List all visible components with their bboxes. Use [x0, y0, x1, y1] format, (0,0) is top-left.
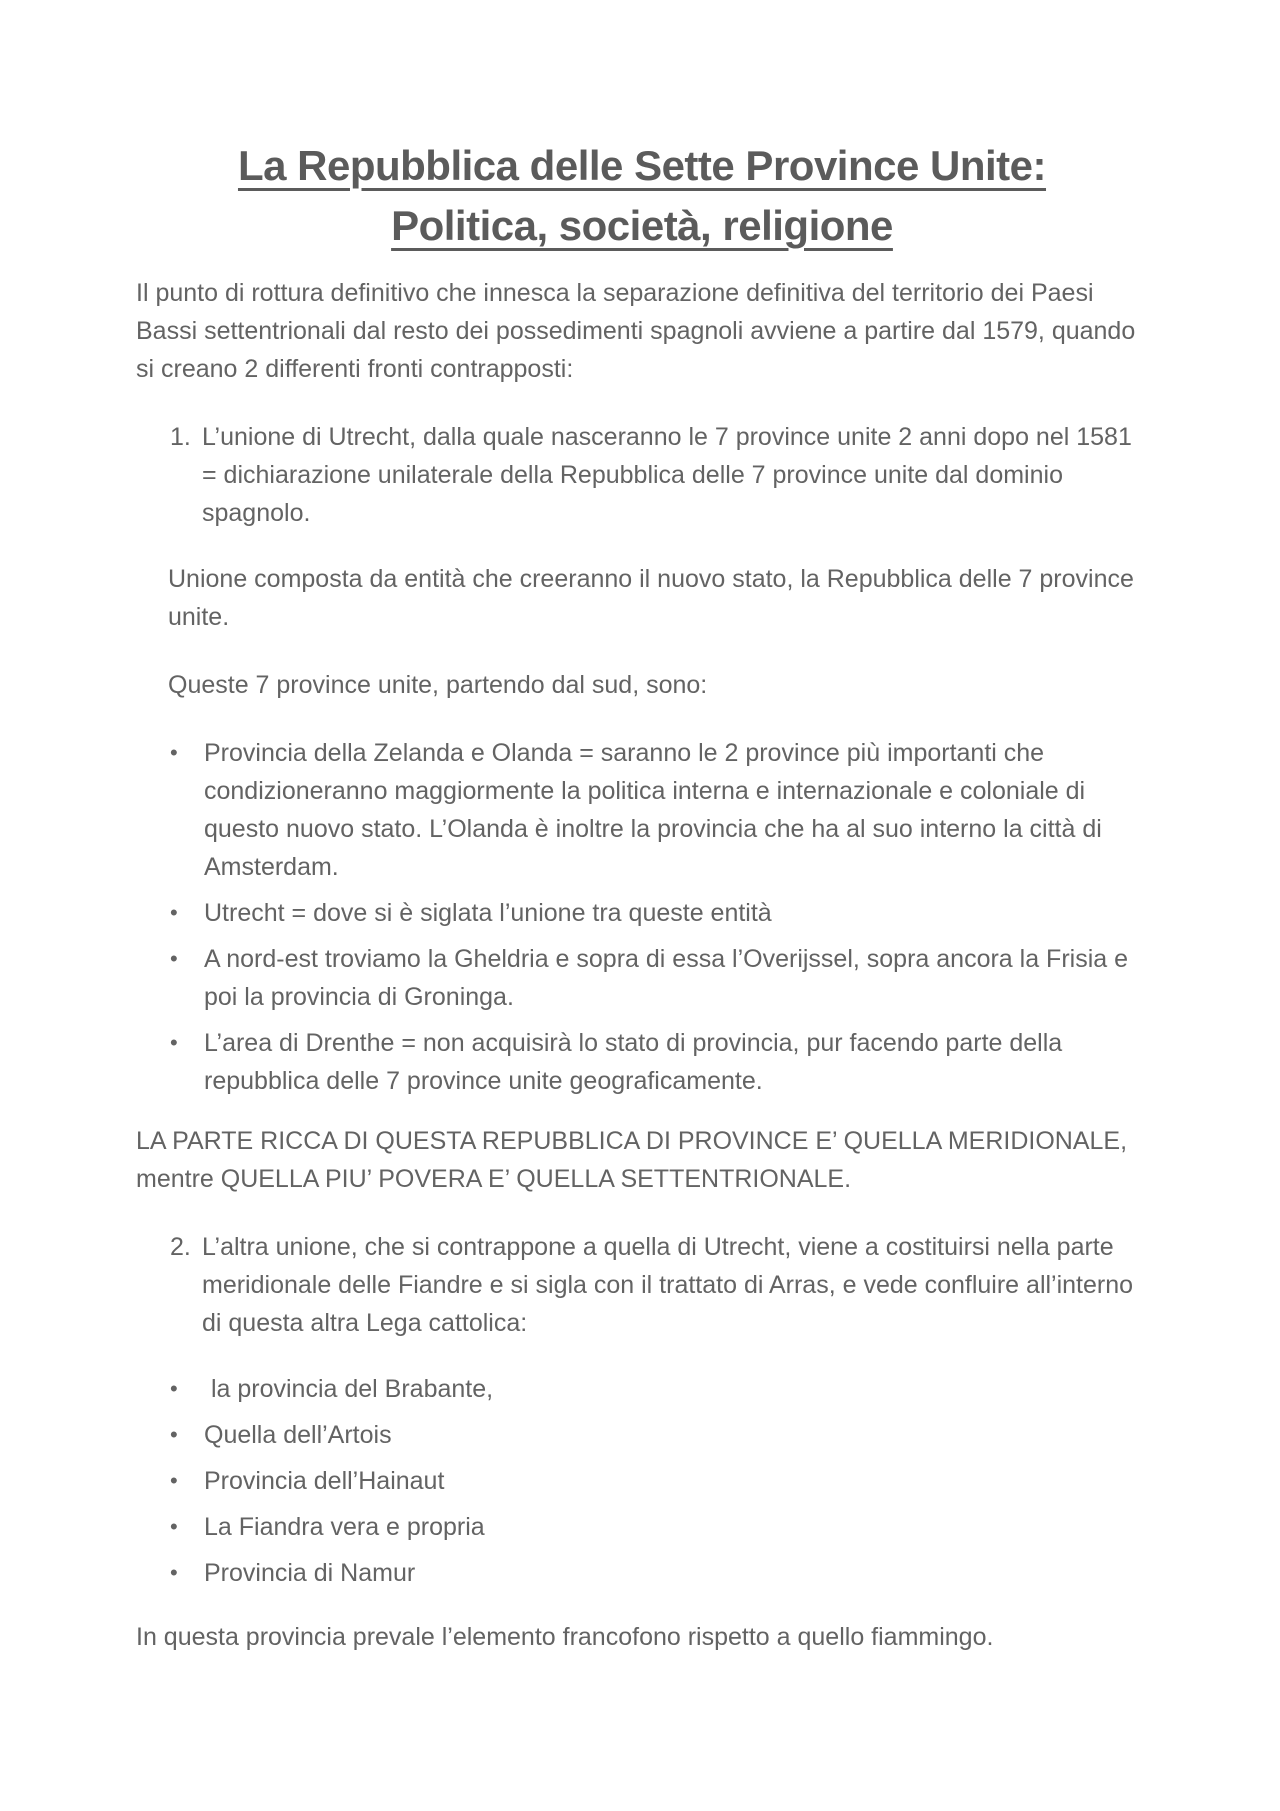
bullet-icon: •	[170, 1422, 178, 1447]
bullet-text-fiandra: La Fiandra vera e propria	[204, 1513, 485, 1541]
numbered-item-1-marker: 1.	[170, 423, 191, 451]
page-title-line2: Politica, società, religione	[391, 202, 893, 249]
bullet-text-brabante: la provincia del Brabante,	[204, 1375, 494, 1403]
numbered-item-arras-union	[170, 1228, 1148, 1342]
bullet-text-artois: Quella dell’Artois	[204, 1421, 392, 1449]
bullet-icon: •	[170, 1560, 178, 1585]
list-item	[170, 734, 1148, 886]
intro-paragraph: Il punto di rottura definitivo che innesca la separazione definitiva del territorio dei Paesi Bassi settentrionali dal resto dei possedimenti spagnoli avviene a partire dal 1579, quando si creano 2 differenti fronti contrapposti:	[136, 279, 1136, 383]
list-item	[170, 1370, 1148, 1408]
bullet-text-utrecht: Utrecht = dove si è siglata l’unione tra queste entità	[204, 899, 772, 927]
provinces-intro-paragraph: Queste 7 province unite, partendo dal sud, sono:	[168, 671, 708, 699]
list-item	[170, 1554, 1148, 1592]
bullet-icon: •	[170, 900, 178, 925]
list-item	[170, 1462, 1148, 1500]
bullet-icon: •	[170, 946, 178, 971]
bullet-text-zelanda-olanda: Provincia della Zelanda e Olanda = saranno le 2 province più importanti che condizioneranno maggiormente la politica interna e internazionale e coloniale di questo nuovo stato. L’Olanda è inoltre la provincia che ha al suo interno la città di Amsterdam.	[204, 739, 1108, 881]
bullet-icon: •	[170, 1030, 178, 1055]
bullet-icon: •	[170, 1468, 178, 1493]
bullet-text-namur: Provincia di Namur	[204, 1559, 416, 1587]
numbered-item-1-text: L’unione di Utrecht, dalla quale nasceranno le 7 province unite 2 anni dopo nel 1581 = dichiarazione unilaterale della Repubblica delle 7 province unite dal dominio spagnolo.	[202, 423, 1132, 527]
page-title	[136, 136, 1148, 256]
numbered-item-2-marker: 2.	[170, 1233, 191, 1261]
bullet-text-gheldria-overijssel: A nord-est troviamo la Gheldria e sopra di essa l’Overijssel, sopra ancora la Frisia e poi la provincia di Groninga.	[204, 945, 1135, 1011]
union-paragraph: Unione composta da entità che creeranno il nuovo stato, la Repubblica delle 7 province unite.	[168, 565, 1134, 631]
catholic-league-bullet-list	[136, 1370, 1148, 1592]
bullet-icon: •	[170, 1514, 178, 1539]
list-item	[170, 894, 1148, 932]
closing-paragraph: In questa provincia prevale l’elemento francofono rispetto a quello fiammingo.	[136, 1623, 994, 1651]
bullet-icon: •	[170, 1376, 178, 1401]
list-item	[170, 1416, 1148, 1454]
bullet-text-hainaut: Provincia dell’Hainaut	[204, 1467, 445, 1495]
rich-poor-statement: LA PARTE RICCA DI QUESTA REPUBBLICA DI PROVINCE E’ QUELLA MERIDIONALE, mentre QUELLA PIU’ POVERA E’ QUELLA SETTENTRIONALE.	[136, 1127, 1128, 1193]
bullet-text-drenthe: L’area di Drenthe = non acquisirà lo stato di provincia, pur facendo parte della repubblica delle 7 province unite geograficamente.	[204, 1029, 1070, 1095]
list-item	[170, 1024, 1148, 1100]
bullet-icon: •	[170, 740, 178, 765]
page-title-line1: La Repubblica delle Sette Province Unite:	[237, 142, 1047, 189]
numbered-item-utrecht-union	[170, 418, 1148, 532]
north-provinces-bullet-list	[136, 734, 1148, 1100]
list-item	[170, 940, 1148, 1016]
numbered-item-2-text: L’altra unione, che si contrappone a quella di Utrecht, viene a costituirsi nella parte meridionale delle Fiandre e si sigla con il trattato di Arras, e vede confluire all’interno di questa altra Lega cattolica:	[202, 1233, 1134, 1337]
list-item	[170, 1508, 1148, 1546]
